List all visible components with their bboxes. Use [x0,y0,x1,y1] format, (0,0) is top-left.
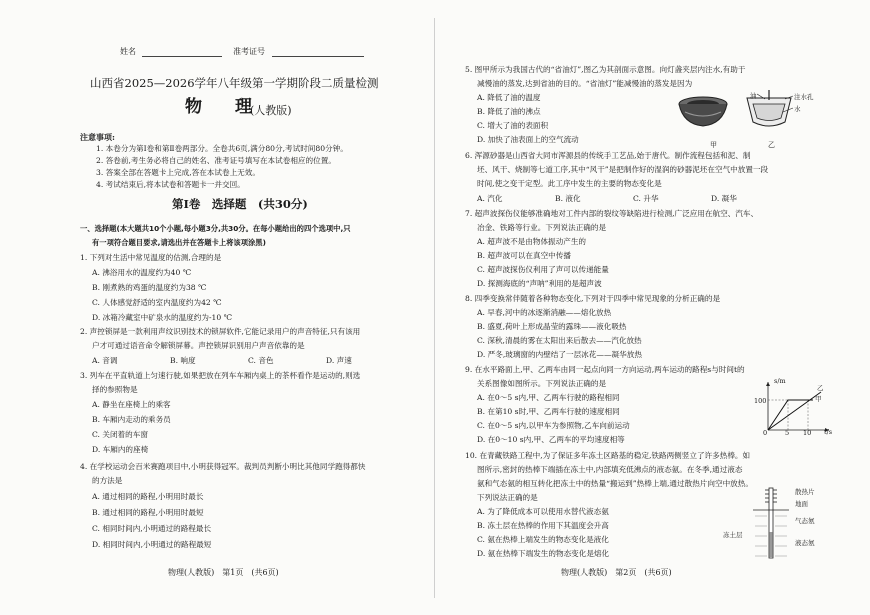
question-6-option-d: D. 凝华 [711,194,737,203]
callout-liquid-ammonia: 液态氨 [795,539,815,547]
exam-title: 山西省2025—2026学年八年级第一学期阶段二质量检测 [90,76,379,90]
question-7-option-c: C. 超声波探伤仪利用了声可以传递能量 [477,265,609,274]
question-4-option-a: A. 通过相同的路程,小明用时最长 [92,492,204,501]
heat-pipe-figure [753,486,793,562]
exam-number-field[interactable] [272,56,364,57]
question-10-stem: 10. 在青藏铁路工程中,为了保证多年冻土区路基的稳定,铁路两侧竖立了许多热棒。如 [465,451,751,460]
question-9-stem: 9. 在水平路面上,甲、乙两车由同一起点向同一方向运动,两车运动的路程s与时间t的 [465,365,745,374]
question-3-stem: 3. 列车在平直轨道上匀速行驶,如果把放在列车车厢内桌上的茶杯看作是运动的,则选 [80,371,361,380]
question-1-option-c: C. 人体感觉舒适的室内温度约为42 ℃ [92,298,222,307]
question-4-stem: 的方法是 [92,476,123,485]
callout-ground: 地面 [795,500,808,508]
question-6-option-c: C. 升华 [633,194,659,203]
question-3-option-a: A. 静坐在座椅上的乘客 [92,400,171,409]
graph-x-tick: 5 [785,429,790,437]
question-9-option-c: C. 在0～5 s内,以甲车为参照物,乙车向前运动 [477,421,630,430]
part1-heading: 第Ⅰ卷 选择题 (共30分) [172,197,308,211]
notice-item: 3. 答案全部在答题卡上完成,答在本试卷上无效。 [96,168,260,177]
notice-item: 1. 本卷分为第Ⅰ卷和第Ⅱ卷两部分。全卷共6页,满分80分,考试时间80分钟。 [96,144,348,153]
question-2-option-d: D. 声速 [326,356,352,365]
question-10-stem: 图所示,密封的热棒下端插在冻土中,内部填充低沸点的液态氨。在冬季,通过液态 [477,465,743,474]
question-9-stem: 关系图像如图所示。下列说法正确的是 [477,379,607,388]
question-5-stem: 5. 图甲所示为我国古代的“省油灯”,图乙为其剖面示意图。向灯盏夹层内注水,有助于 [465,65,746,74]
name-label: 姓名 [120,47,136,56]
callout-gas-ammonia: 气态氨 [795,517,815,525]
question-1-option-d: D. 冰箱冷藏室中矿泉水的温度约为-10 ℃ [92,313,233,322]
question-6-stem: 6. 浑源砂器是山西省大同市浑源县的传统手工艺品,始于唐代。制作流程包括和泥、制 [465,151,751,160]
question-8-option-a: A. 早春,河中的冰逐渐消融——熔化放热 [477,308,612,317]
question-7-option-b: B. 超声波可以在真空中传播 [477,251,571,260]
question-1-option-b: B. 刚煮熟的鸡蛋的温度约为38 ℃ [92,283,207,292]
graph-series-label: 乙 [817,384,824,392]
question-10-stem: 氨和气态氨的相互转化把冻土中的热量“搬运到”热棒上端,通过散热片向空中放热。 [477,479,753,488]
question-10-option-c: C. 氨在热棒上端发生的物态变化是液化 [477,535,609,544]
question-9-option-d: D. 在0～10 s内,甲、乙两车的平均速度相等 [477,435,625,444]
edition-label: (人教版) [250,104,292,117]
right-page [435,0,870,615]
question-7-option-a: A. 超声波不是由物体振动产生的 [477,237,587,246]
question-5-option-b: B. 降低了油的沸点 [477,107,541,116]
figure-label-yi: 乙 [768,141,775,149]
question-1-option-a: A. 沸浴用水的温度约为40 ℃ [92,268,192,277]
graph-x-tick: 10 [803,429,812,437]
question-1-stem: 1. 下列对生活中常见温度的估测,合理的是 [80,253,222,262]
question-2-stem: 户才可通过语音命令解锁屏幕。声控锁屏识别用户声音依靠的是 [92,341,305,350]
question-6-stem: 坯、风干、烧制等七道工序,其中“风干”是把制作好的湿润的砂器泥坯在空气中放置一段 [477,165,769,174]
question-10-option-a: A. 为了降低成本可以使用水替代液态氨 [477,507,609,516]
name-field[interactable] [142,56,222,57]
question-2-option-a: A. 音调 [92,356,118,365]
question-4-stem: 4. 在学校运动会百米赛跑项目中,小明获得冠军。裁判员判断小明比其他同学跑得都快 [80,462,366,471]
question-2-option-b: B. 响度 [170,356,196,365]
question-3-option-c: C. 关闭着的车窗 [92,430,148,439]
permafrost-label: 冻土层 [723,531,743,539]
question-3-stem: 择的参照物是 [92,385,138,394]
question-3-option-b: B. 车厢内走动的乘务员 [92,415,171,424]
question-6-stem: 时间,使之变干定型。此工序中发生的主要的物态变化是 [477,179,662,188]
notice-heading: 注意事项: [80,132,115,142]
notice-item: 2. 答卷前,考生务必将自己的姓名、准考证号填写在本试卷相应的位置。 [96,156,336,165]
question-9-option-a: A. 在0～5 s内,甲、乙两车行驶的路程相同 [477,393,620,402]
graph-x-tick: 0 [763,429,768,437]
notice-item: 4. 考试结束后,将本试卷和答题卡一并交回。 [96,180,245,189]
question-3-option-d: D. 车厢内的座椅 [92,445,149,454]
question-7-stem: 7. 超声波探伤仪能够准确地对工件内部的裂纹等缺陷进行检测,广泛应用在航空、汽车、 [465,209,759,218]
question-4-option-b: B. 通过相同的路程,小明用时最短 [92,508,204,517]
question-9-option-b: B. 在第10 s时,甲、乙两车行驶的速度相同 [477,407,620,416]
graph-line-yi [768,392,821,430]
question-8-option-d: D. 严冬,玻璃窗的内壁结了一层冰花——凝华放热 [477,350,642,359]
question-2-option-c: C. 音色 [248,356,274,365]
graph-series-label: 甲 [815,395,822,403]
question-5-stem: 减慢油的蒸发,达到省油的目的。“省油灯”能减慢油的蒸发是因为 [477,79,693,88]
callout-fins: 散热片 [795,488,815,496]
question-6-option-b: B. 液化 [555,194,581,203]
question-5-option-a: A. 降低了油的温度 [477,93,541,102]
question-10-option-b: B. 冻土层在热棒的作用下其温度会升高 [477,521,609,530]
question-8-option-c: C. 深秋,清晨的雾在太阳出来后散去——汽化放热 [477,336,642,345]
figure-label-jia: 甲 [710,141,717,149]
question-8-option-b: B. 盛夏,荷叶上形成晶莹的露珠——液化吸热 [477,322,627,331]
question-6-option-a: A. 汽化 [477,194,503,203]
question-4-option-c: C. 相同时间内,小明通过的路程最长 [92,524,212,533]
section1-instruction: 有一项符合题目要求,请选出并在答题卡上将该项涂黑) [92,238,266,247]
question-10-option-d: D. 氨在热棒下端发生的物态变化是熔化 [477,549,610,558]
graph-y-tick: 100 [754,397,767,405]
question-10-stem: 下列说法正确的是 [477,493,538,502]
exam-number-label: 准考证号 [233,47,265,56]
question-4-option-d: D. 相同时间内,小明通过的路程最短 [92,540,212,549]
callout-oil: 油 [750,92,757,100]
question-8-stem: 8. 四季变换常伴随着各种物态变化,下列对于四季中常见现象的分析正确的是 [465,294,721,303]
graph-xlabel: t/s [824,428,833,436]
question-5-option-d: D. 加快了油表面上的空气流动 [477,135,579,144]
question-5-option-c: C. 增大了油的表面积 [477,121,549,130]
callout-water: 水 [794,105,801,113]
callout-water-hole: 注水孔 [794,93,814,101]
graph-ylabel: s/m [774,377,786,385]
footer-page-2: 物理(人教版) 第2页 (共6页) [561,568,672,577]
question-7-option-d: D. 探测海底的“声呐”利用的是超声波 [477,279,602,288]
section1-instruction: 一、选择题(本大题共10个小题,每小题3分,共30分。在每小题给出的四个选项中,只 [80,224,351,233]
subject-title: 物 理 [185,97,260,117]
question-2-stem: 2. 声控锁屏是一款利用声纹识别技术的锁屏软件,它能记录用户的声音特征,只有该用 [80,327,361,336]
footer-page-1: 物理(人教版) 第1页 (共6页) [168,568,279,577]
question-7-stem: 冶金、铁路等行业。下列说法正确的是 [477,223,607,232]
